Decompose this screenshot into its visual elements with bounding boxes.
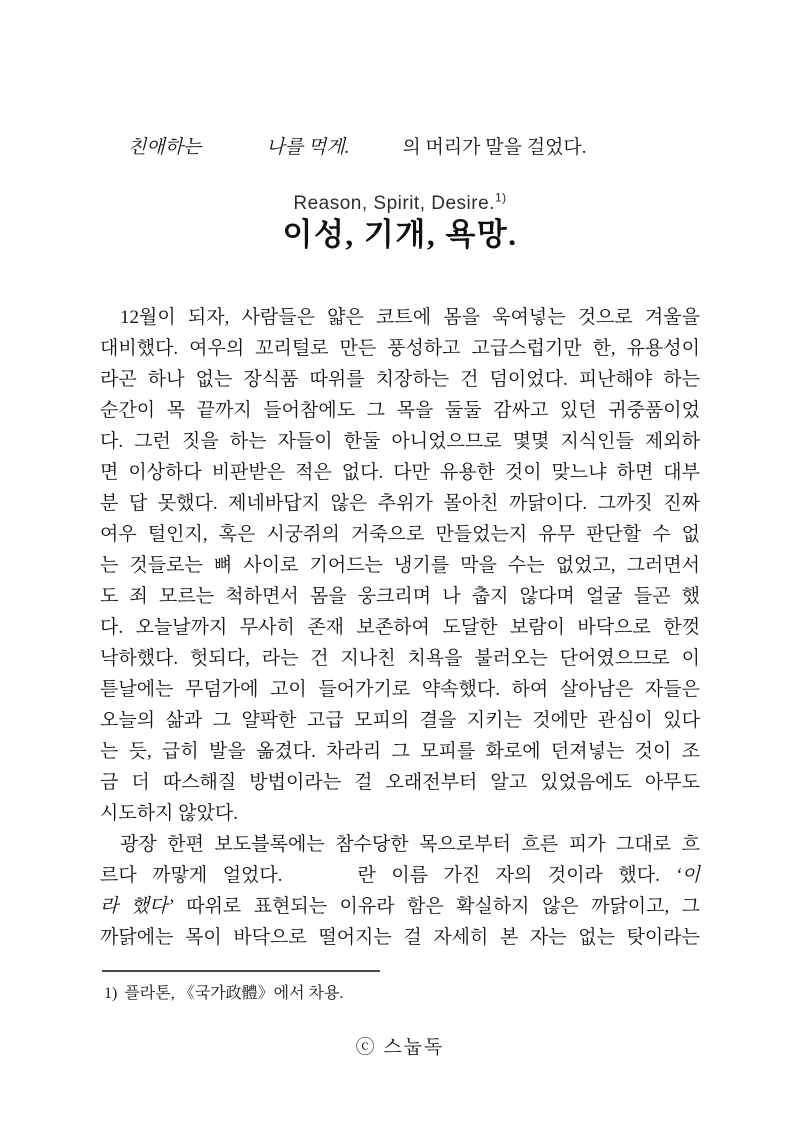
title-english-text: Reason, Spirit, Desire. — [293, 193, 495, 214]
page-title: 이성, 기개, 욕망. — [282, 217, 518, 252]
title-english — [0, 190, 800, 215]
redacted-name-blank — [349, 152, 402, 153]
body-line — [100, 581, 700, 612]
text-segment: 는 듯, 급히 발을 옮겼다. 차라리 그 모피를 화로에 던져넣는 것이 조 — [100, 741, 700, 762]
footnote-marker: 1) — [104, 985, 118, 1002]
copyright: ⓒ 스눕독 — [355, 1037, 445, 1058]
text-segment: 대비했다. 여우의 꼬리털로 만든 풍성하고 고급스럽기만 한, 유용성이 — [100, 338, 700, 359]
body-line — [100, 891, 700, 922]
text-segment: 오늘의 삶과 그 얄팍한 고급 모피의 결을 지키는 것에만 관심이 있다 — [100, 710, 700, 731]
text-segment: 여우 털인지, 혹은 시궁쥐의 거죽으로 만들었는지 유무 판단할 수 없 — [100, 524, 700, 545]
body-line — [100, 612, 700, 643]
text-segment: 까닭에는 목이 바닥으로 떨어지는 걸 자세히 본 자는 없는 탓이라는 — [100, 927, 700, 948]
text-segment: 르다 까맣게 얼었다. — [100, 865, 283, 886]
body-line — [100, 457, 700, 488]
text-segment: 따위로 표현되는 이유라 함은 확실하지 않은 까닭이고, 그 — [173, 896, 700, 917]
footnote-reference: 1) — [494, 190, 507, 205]
text-segment: 다. 그런 짓을 하는 자들이 한둘 아니었으므로 몇몇 지식인들 제외하 — [100, 431, 700, 452]
text-segment: ‘이 — [675, 865, 700, 886]
text-segment: 라 했다’ — [100, 896, 174, 917]
text-segment: 시도하지 않았다. — [100, 803, 238, 824]
body-line — [100, 333, 700, 364]
text-segment: 금 더 따스해질 방법이라는 걸 오래전부터 알고 있었음에도 아무도 — [100, 772, 700, 793]
text-segment: 12월이 되자, 사람들은 얇은 코트에 몸을 욱여넣는 것으로 겨울을 — [120, 307, 700, 328]
body-line — [100, 364, 700, 395]
body-line — [100, 302, 700, 333]
text-segment: 낙하했다. 헛되다, 라는 건 지나친 치욕을 불러오는 단어였으므로 이 — [100, 648, 700, 669]
text-segment: 다. 오늘날까지 무사히 존재 보존하여 도달한 보람이 바닥으로 한껏 — [100, 617, 700, 638]
dedication-line — [128, 136, 698, 160]
body-line — [100, 395, 700, 426]
text-segment: 친애하는 — [128, 137, 202, 158]
footnote-divider — [102, 970, 380, 972]
text-segment: 나를 먹게. — [266, 137, 350, 158]
text-segment: 광장 한편 보도블록에는 참수당한 목으로부터 흐른 피가 그대로 흐 — [120, 834, 700, 855]
footnote — [104, 983, 343, 1005]
redacted-name-blank — [201, 152, 266, 153]
text-segment: 라곤 하나 없는 장식품 따위를 치장하는 건 덤이었다. 피난해야 하는 — [100, 369, 700, 390]
text-segment: 순간이 목 끝까지 들어참에도 그 목을 둘둘 감싸고 있던 귀중품이었 — [100, 400, 700, 421]
text-segment: 도 죄 모르는 척하면서 몸을 웅크리며 나 춥지 않다며 얼굴 들곤 했 — [100, 586, 700, 607]
text-segment: 튿날에는 무덤가에 고이 들어가기로 약속했다. 하여 살아남은 자들은 — [100, 679, 700, 700]
body-line — [100, 767, 700, 798]
body-line — [100, 705, 700, 736]
body-line — [100, 798, 700, 829]
body-line — [100, 550, 700, 581]
text-segment: 의 머리가 말을 걸었다. — [402, 137, 587, 158]
body-line — [100, 736, 700, 767]
body-line — [100, 488, 700, 519]
text-segment: 분 답 못했다. 제네바답지 않은 추위가 몰아친 까닭이다. 그까짓 진짜 — [100, 493, 700, 514]
body-line — [100, 829, 700, 860]
body-text — [100, 302, 700, 953]
text-segment: 면 이상하다 비판받은 적은 없다. 다만 유용한 것이 맞느냐 하면 대부 — [100, 462, 700, 483]
body-line — [100, 519, 700, 550]
body-line — [100, 922, 700, 953]
body-line — [100, 860, 700, 891]
text-segment: 란 이름 가진 자의 것이라 했다. — [357, 865, 676, 886]
redacted-name-blank — [283, 880, 358, 881]
body-line — [100, 643, 700, 674]
footnote-text: 플라톤, 《국가政體》에서 차용. — [124, 985, 344, 1002]
text-segment: 는 것들로는 뼈 사이로 기어드는 냉기를 막을 수는 없었고, 그러면서 — [100, 555, 700, 576]
body-line — [100, 674, 700, 705]
body-line — [100, 426, 700, 457]
